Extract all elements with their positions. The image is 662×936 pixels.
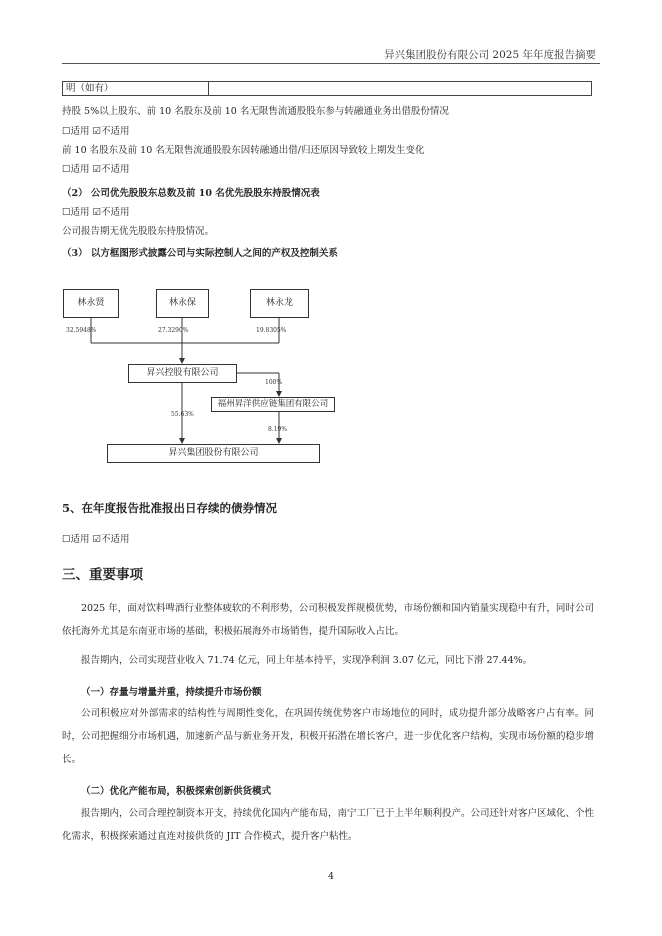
- person-box-2: 林永保: [156, 289, 209, 318]
- paragraph-market-share: 公司积极应对外部需求的结构性与周期性变化，在巩固传统优势客户市场地位的同时，成功提升部分战略客户占有率。同时，公司把握细分市场机遇，加速新产品与新业务开发，积极开拓潜在增长客户，进一步优化客户结构，实现市场份额的稳步增长。: [62, 708, 595, 765]
- subsection-1-title: （一）存量与增量并重，持续提升市场份额: [81, 687, 262, 698]
- change-info-text: 前 10 名股东及前 10 名无限售流通股股东因转融通出借/归还原因导致较上期发生变化: [62, 145, 425, 156]
- pct-holding-company: 55.63%: [171, 411, 194, 418]
- section5-title: 5、在年度报告批准报出日存续的债券情况: [62, 501, 277, 515]
- page-number: 4: [327, 871, 335, 882]
- person-box-1: 林永贤: [63, 289, 119, 318]
- fuzhou-company-box: 福州昇洋供应链集团有限公司: [211, 397, 335, 412]
- section3-title: （3） 以方框图形式披露公司与实际控制人之间的产权及控制关系: [62, 248, 338, 259]
- company-box: 昇兴集团股份有限公司: [107, 444, 320, 463]
- paragraph-overview: 2025 年，面对饮料啤酒行业整体疲软的不利形势，公司积极发挥规模优势，市场份额和国内销量实现稳中有升，同时公司依托海外尤其是东南亚市场的基础，积极拓展海外市场销售，提升国际收入占比。: [62, 603, 594, 637]
- page-header-title: 异兴集团股份有限公司 2025 年年度报告摘要: [384, 49, 596, 61]
- table-cell-label: 明（如有）: [63, 82, 209, 95]
- section5-applicability: ☐适用 ☑不适用: [62, 534, 130, 545]
- pct-person-2: 27.3290%: [158, 327, 189, 334]
- paragraph-capacity: 报告期内，公司合理控制资本开支，持续优化国内产能布局，南宁工厂已于上半年顺利投产。公司还针对客户区域化、个性化需求，积极探索通过直连对接供货的 JIT 合作模式，提升客户粘性。: [62, 808, 595, 842]
- applicability-checkbox-1: ☐适用 ☑不适用: [62, 126, 130, 137]
- subsection-2-title: （二）优化产能布局，积极探索创新供货模式: [81, 786, 272, 797]
- section2-title: （2） 公司优先股股东总数及前 10 名优先股股东持股情况表: [62, 188, 320, 199]
- pct-holding-fuzhou: 100%: [265, 379, 283, 386]
- paragraph-revenue: 报告期内，公司实现营业收入 71.74 亿元，同上年基本持平，实现净利润 3.07 亿元，同比下滑 27.44%。: [81, 655, 533, 666]
- section2-applicability: ☐适用 ☑不适用: [62, 207, 130, 218]
- pct-person-3: 19.8305%: [256, 327, 287, 334]
- person-box-3: 林永龙: [250, 289, 309, 318]
- lending-info-text: 持股 5%以上股东、前 10 名股东及前 10 名无限售流通股股东参与转融通业务出借股份情况: [62, 106, 449, 117]
- pct-person-1: 32.5948%: [66, 327, 97, 334]
- holding-company-box: 昇兴控股有限公司: [128, 364, 237, 383]
- applicability-checkbox-2: ☐适用 ☑不适用: [62, 164, 130, 175]
- major-events-title: 三、重要事项: [62, 567, 143, 583]
- section2-note: 公司报告期无优先股股东持股情况。: [62, 226, 215, 237]
- pct-fuzhou-company: 8.19%: [268, 426, 288, 433]
